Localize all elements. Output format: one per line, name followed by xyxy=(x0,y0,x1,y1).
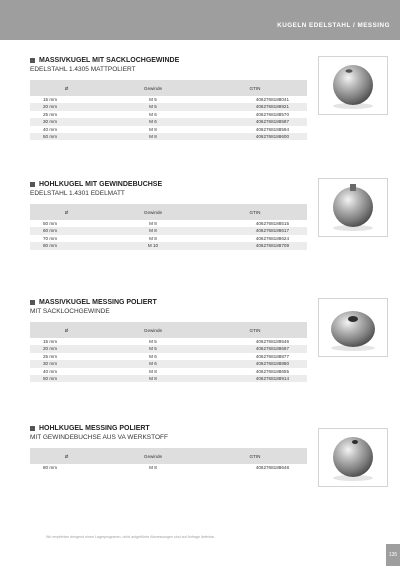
table-row: 25 mm M 6 4062768188570 xyxy=(43,111,289,117)
table-row: 40 mm M 8 4062768188594 xyxy=(43,126,289,132)
table-row: 15 mm M 5 4062768189546 xyxy=(43,339,289,344)
col-header-thread: Gewinde xyxy=(103,448,203,464)
col-header-thread: Gewinde xyxy=(103,322,203,338)
section-massivkugel-messing xyxy=(30,298,307,382)
table-header-row xyxy=(30,204,307,220)
bullet-square-icon xyxy=(30,182,35,187)
col-header-gtin: GTIN xyxy=(203,448,307,464)
col-header-thread: Gewinde xyxy=(103,80,203,96)
col-header-gtin: GTIN xyxy=(203,322,307,338)
section-subtitle: MIT GEWINDEBUCHSE AUS VA WERKSTOFF xyxy=(30,434,168,441)
section-hohlkugel-gewindebuchse xyxy=(30,180,307,250)
table-row: 80 mm M 10 4062768188709 xyxy=(30,242,307,249)
product-table xyxy=(30,448,307,471)
section-title: MASSIVKUGEL MIT SACKLOCHGEWINDE xyxy=(30,56,307,65)
col-header-size: Ø xyxy=(30,448,103,464)
section-subtitle: EDELSTAHL 1.4301 EDELMATT xyxy=(30,190,125,197)
table-row: 50 mm M 8 4062768188515 xyxy=(43,221,289,226)
bullet-square-icon xyxy=(30,58,35,63)
bullet-square-icon xyxy=(30,300,35,305)
section-hohlkugel-messing xyxy=(30,424,307,471)
col-header-size: Ø xyxy=(30,80,103,96)
col-header-gtin: GTIN xyxy=(203,80,307,96)
table-row: 15 mm M 5 4062768188041 xyxy=(43,97,289,102)
section-massivkugel-sackloch xyxy=(30,56,307,140)
col-header-size: Ø xyxy=(30,322,103,338)
product-image-hohlkugel xyxy=(318,178,388,237)
section-title: MASSIVKUGEL MESSING POLIERT xyxy=(30,298,307,307)
table-row: 70 mm M 8 4062768188624 xyxy=(43,235,289,241)
table-header-row xyxy=(30,448,307,464)
table-row: 30 mm M 6 4062768188587 xyxy=(30,118,307,125)
header-title: KUGELN EDELSTAHL / MESSING xyxy=(277,22,390,29)
section-title: HOHLKUGEL MIT GEWINDEBUCHSE xyxy=(30,180,307,189)
table-row: 20 mm M 5 4062768188921 xyxy=(30,103,307,110)
table-row: 25 mm M 6 4062768188877 xyxy=(43,353,289,359)
page-header xyxy=(0,0,400,40)
table-row: 50 mm M 8 4062768188600 xyxy=(30,133,307,140)
col-header-thread: Gewinde xyxy=(103,204,203,220)
product-table xyxy=(30,204,307,250)
page-number: 135 xyxy=(386,544,400,566)
product-image-hohlkugel-messing xyxy=(318,428,388,487)
product-table xyxy=(30,322,307,382)
section-subtitle: MIT SACKLOCHGEWINDE xyxy=(30,308,110,315)
table-row: 30 mm M 6 4062768188880 xyxy=(30,360,307,367)
table-row: 50 mm M 8 4062768188914 xyxy=(30,375,307,382)
section-subtitle: EDELSTAHL 1.4305 MATTPOLIERT xyxy=(30,66,136,73)
product-image-massivkugel xyxy=(318,56,388,115)
section-title: HOHLKUGEL MESSING POLIERT xyxy=(30,424,307,433)
table-row: 40 mm M 8 4062768188655 xyxy=(43,368,289,374)
table-row: 20 mm M 5 4062768188667 xyxy=(30,345,307,352)
col-header-size: Ø xyxy=(30,204,103,220)
product-image-massivkugel-messing xyxy=(318,298,388,357)
table-row: 80 mm M 8 4062768188648 xyxy=(43,465,289,470)
table-header-row xyxy=(30,80,307,96)
table-header-row xyxy=(30,322,307,338)
product-table xyxy=(30,80,307,140)
table-row: 60 mm M 8 4062768188617 xyxy=(30,227,307,234)
col-header-gtin: GTIN xyxy=(203,204,307,220)
bullet-square-icon xyxy=(30,426,35,431)
footnote: Wir empfehlen dringend einen Lagerprogramm, nicht aufgeführte Abmessungen sind auf Anfrage lieferbar. xyxy=(46,535,215,539)
